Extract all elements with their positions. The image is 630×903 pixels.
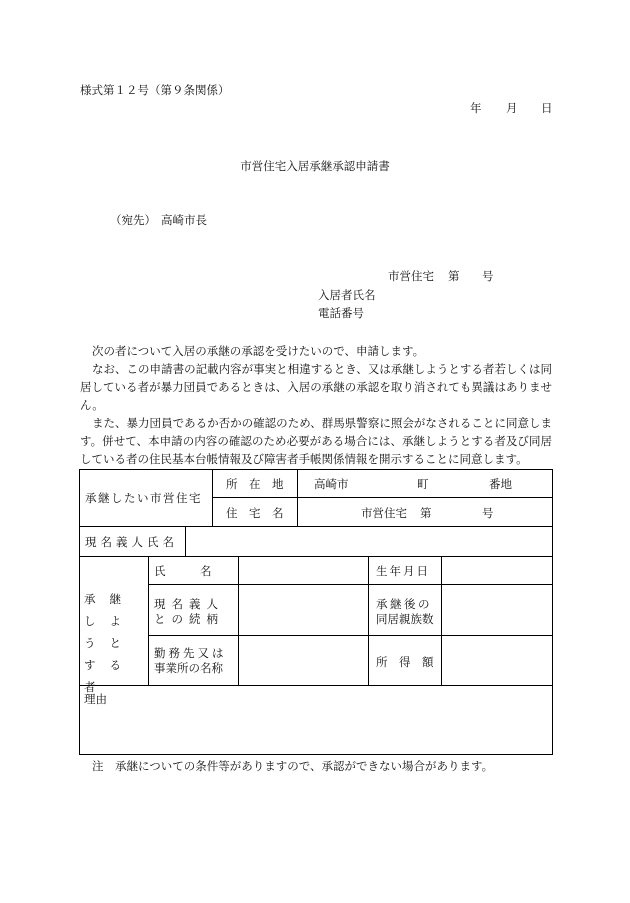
location-city: 高崎市 bbox=[314, 477, 349, 491]
current-holder-label: 現名義人氏名 bbox=[85, 535, 178, 549]
page-title: 市営住宅入居承継承認申請書 bbox=[240, 159, 390, 173]
birthdate-label: 生年月日 bbox=[376, 564, 430, 578]
address-label: 住 宅 名 bbox=[226, 506, 284, 520]
date-month: 月 bbox=[506, 101, 518, 115]
address-housing: 市営住宅 bbox=[361, 506, 407, 520]
address-dai: 第 bbox=[420, 506, 432, 520]
footnote: 注 承継についての条件等がありますので、承認ができない場合があります。 bbox=[92, 759, 494, 773]
body-paragraph-2: なお、この申請書の記載内容が事実と相違するとき、又は承継しようとする者若しくは同居している者が暴力団員であるときは、入居の承継の承認を取り消されても異議はありません。 bbox=[80, 362, 552, 412]
name-label: 氏 名 bbox=[154, 564, 212, 578]
housing-label: 承継したい市営住宅 bbox=[85, 491, 202, 505]
workplace-label-2: 事業所の名称 bbox=[154, 661, 223, 675]
resident-name-label: 入居者氏名 bbox=[318, 288, 376, 302]
date-day: 日 bbox=[541, 101, 553, 115]
date-year: 年 bbox=[470, 101, 482, 115]
addressee-label: （宛先） bbox=[110, 213, 156, 227]
applicant-housing-dai: 第 bbox=[448, 269, 460, 283]
body-paragraph-3: また、暴力団員であるか否かの確認のため、群馬県警察に照会がなされることに同意します。併せて、本申請の内容の確認のため必要がある場合には、承継しようとする者及び同居している者の住民基本台帳情報及び障害者手帳関係情報を開示することに同意します。 bbox=[80, 416, 552, 466]
location-label: 所 在 地 bbox=[226, 477, 284, 491]
applicant-housing-label: 市営住宅 bbox=[388, 269, 434, 283]
form-number: 様式第１２号（第９条関係） bbox=[80, 83, 230, 97]
location-banchi: 番地 bbox=[489, 477, 512, 491]
body-paragraph-1: 次の者について入居の承継の承認を受けたいので、申請します。 bbox=[92, 344, 425, 358]
address-go: 号 bbox=[482, 506, 494, 520]
applicant-housing-go: 号 bbox=[482, 269, 494, 283]
reason-label: 理由 bbox=[84, 692, 107, 706]
workplace-label-1: 勤務先又は bbox=[154, 646, 227, 660]
household-label-2: 同居親族数 bbox=[376, 612, 434, 626]
location-town: 町 bbox=[417, 477, 429, 491]
successor-label: 承継しようとする者 bbox=[84, 592, 135, 694]
income-label: 所 得 額 bbox=[376, 655, 434, 669]
addressee-name: 高崎市長 bbox=[161, 213, 207, 227]
relation-label-2: との続柄 bbox=[154, 612, 224, 626]
phone-label: 電話番号 bbox=[318, 306, 364, 320]
household-label-1: 承継後の bbox=[376, 597, 432, 611]
relation-label-1: 現名義人 bbox=[154, 597, 224, 611]
